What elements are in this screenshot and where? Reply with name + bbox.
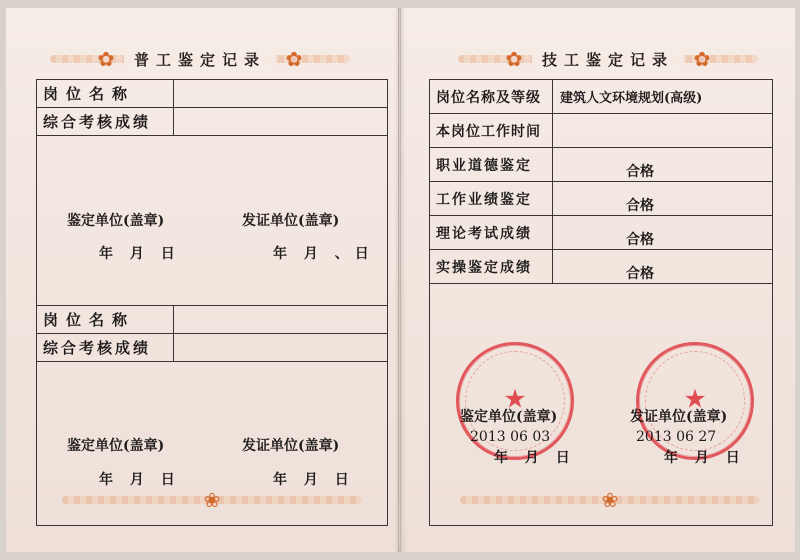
issuing-date: 2013 06 27 [636, 429, 717, 445]
right-header-ornament [458, 46, 758, 72]
left-record-table [36, 79, 388, 526]
appraisal-date-words: 年 月 日 [99, 246, 181, 262]
post-name-value [175, 306, 181, 333]
right-page [400, 8, 795, 552]
issuing-unit-label: 发证单位(盖章) [242, 213, 340, 229]
issuing-unit-label: 发证单位(盖章) [630, 409, 728, 425]
lotus-ornament-icon: ✿ [285, 47, 303, 71]
star-stamp-icon: ★ [683, 384, 707, 415]
right-row-work-time [430, 114, 772, 148]
certificate-booklet [6, 8, 794, 552]
lotus-ornament-icon: ✿ [505, 47, 523, 71]
theory-value: 合格 [626, 232, 654, 248]
post-level-label: 岗位名称及等级 [430, 80, 553, 113]
right-page-title: 技工鉴定记录 [532, 49, 684, 70]
overall-assessment-label: 综合考核成绩 [37, 334, 174, 361]
performance-value: 合格 [626, 198, 654, 214]
left-row-assessment-2 [37, 334, 387, 362]
post-level-value: 建筑人文环境规划(高级) [560, 91, 703, 106]
lotus-ornament-icon: ❀ [601, 488, 619, 512]
appraisal-unit-label: 鉴定单位(盖章) [67, 213, 165, 229]
issuing-date-words: 年 月 日 [664, 450, 746, 466]
overall-assessment-label: 综合考核成绩 [37, 108, 174, 135]
work-time-label: 本岗位工作时间 [430, 114, 553, 147]
lotus-ornament-icon: ✿ [97, 47, 115, 71]
left-row-post-name-1 [37, 80, 387, 108]
practical-value: 合格 [626, 266, 654, 282]
post-name-value [175, 80, 181, 107]
overall-assessment-value [175, 334, 181, 361]
post-name-label: 岗位名称 [37, 80, 174, 107]
lotus-ornament-icon: ✿ [693, 47, 711, 71]
appraisal-date-words: 年 月 日 [494, 450, 576, 466]
right-row-performance [430, 182, 772, 216]
right-row-practical [430, 250, 772, 284]
appraisal-date-words: 年 月 日 [99, 472, 181, 488]
issuing-date-words: 年 月 日 [273, 472, 355, 488]
theory-label: 理论考试成绩 [430, 216, 553, 249]
appraisal-unit-label: 鉴定单位(盖章) [460, 409, 558, 425]
star-stamp-icon: ★ [503, 384, 527, 415]
right-record-table [429, 79, 773, 526]
ethics-value: 合格 [626, 164, 654, 180]
right-row-post-level [430, 80, 772, 114]
right-row-theory [430, 216, 772, 250]
lotus-ornament-icon: ❀ [203, 488, 221, 512]
left-header-ornament [50, 46, 350, 72]
left-footer-ornament [62, 487, 362, 513]
practical-label: 实操鉴定成绩 [430, 250, 553, 283]
left-page [6, 8, 399, 552]
left-row-post-name-2 [37, 306, 387, 334]
left-row-assessment-1 [37, 108, 387, 136]
ethics-label: 职业道德鉴定 [430, 148, 553, 181]
appraisal-unit-label: 鉴定单位(盖章) [67, 438, 165, 454]
left-page-title: 普工鉴定记录 [124, 49, 276, 70]
post-name-label: 岗位名称 [37, 306, 174, 333]
appraisal-date: 2013 06 03 [470, 429, 551, 445]
performance-label: 工作业绩鉴定 [430, 182, 553, 215]
issuing-unit-label: 发证单位(盖章) [242, 438, 340, 454]
work-time-value [554, 114, 560, 147]
issuing-date-words: 年 月 、日 [273, 246, 375, 262]
right-footer-ornament [460, 487, 760, 513]
right-row-ethics [430, 148, 772, 182]
overall-assessment-value [175, 108, 181, 135]
